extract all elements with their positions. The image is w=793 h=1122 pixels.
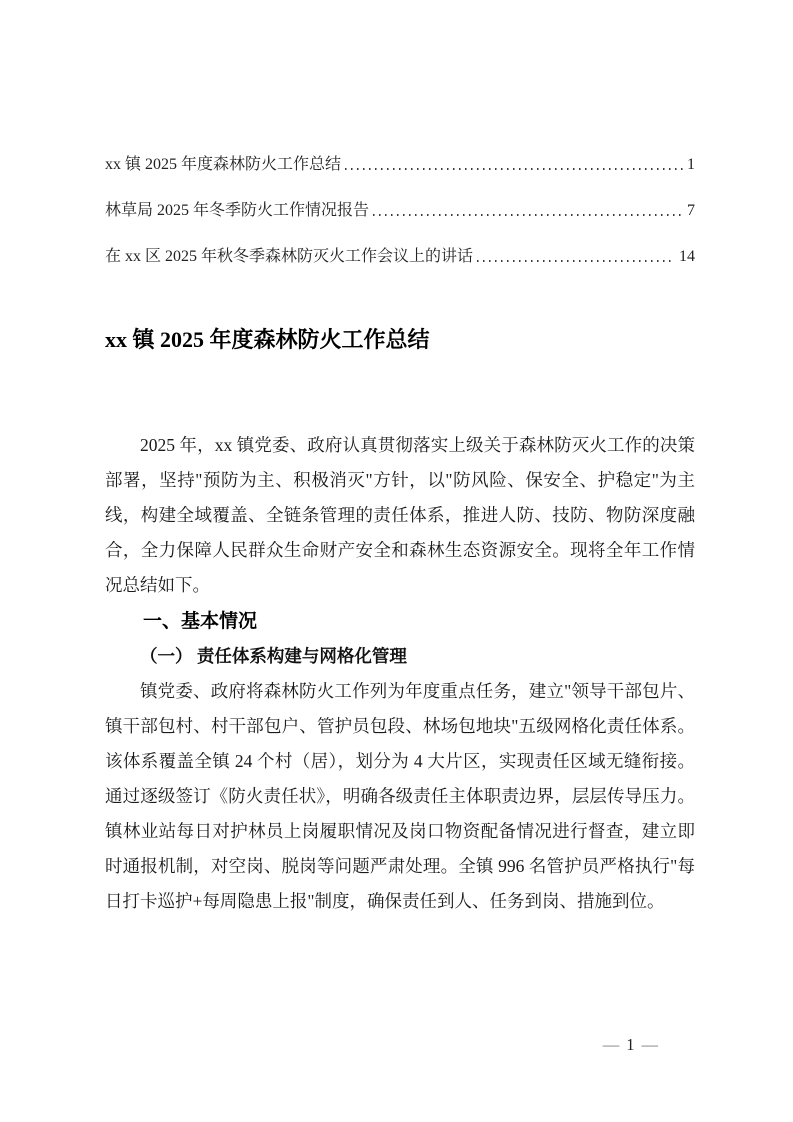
toc-entry-title: 在 xx 区 2025 年秋冬季森林防灭火工作会议上的讲话 (105, 248, 474, 265)
subsection-heading-responsibility-system: （一） 责任体系构建与网格化管理 (140, 646, 407, 666)
document-body (105, 428, 695, 919)
page-footer (596, 1036, 665, 1054)
toc-entry-title: 林草局 2025 年冬季防火工作情况报告 (105, 202, 370, 219)
paragraph-intro: 2025 年，xx 镇党委、政府认真贯彻落实上级关于森林防灭火工作的决策部署，坚持"预防为主、积极消灭"方针，以"防风险、保安全、护稳定"为主线，构建全域覆盖、全链条管理的责任体系，推进人防、技防、物防深度融合，全力保障人民群众生命财产安全和森林生态资源安全。现将全年工作情况总结如下。 (105, 435, 695, 595)
footer-page-number: 1 (626, 1035, 635, 1054)
toc-page-number: 14 (679, 248, 695, 265)
table-of-contents (105, 155, 695, 266)
section-heading-basic-situation: 一、基本情况 (143, 611, 258, 632)
toc-page-number: 1 (687, 156, 695, 173)
footer-dash-right: — (641, 1035, 658, 1054)
toc-entry-2[interactable] (105, 201, 695, 220)
toc-entry-3[interactable] (105, 247, 695, 266)
toc-dot-leader (373, 214, 683, 216)
toc-dot-leader (345, 168, 683, 170)
toc-page-number: 7 (687, 202, 695, 219)
footer-dash-left: — (602, 1035, 620, 1054)
document-title: xx 镇 2025 年度森林防火工作总结 (105, 327, 430, 352)
toc-dot-leader (477, 260, 675, 262)
paragraph-responsibility-system: 镇党委、政府将森林防火工作列为年度重点任务，建立"领导干部包片、镇干部包村、村干部包户、管护员包段、林场包地块"五级网格化责任体系。该体系覆盖全镇 24 个村（居），划分为 4 大片区，实现责任区域无缝衔接。通过逐级签订《防火责任状》，明确各级责任主体职责边界，层层传导压力。镇林业站每日对护林员上岗履职情况及岗口物资配备情况进行督查，建立即时通报机制，对空岗、脱岗等问题严肃处理。全镇 996 名管护员严格执行"每日打卡巡护+每周隐患上报"制度，确保责任到人、任务到岗、措施到位。 (105, 681, 695, 911)
toc-entry-title: xx 镇 2025 年度森林防火工作总结 (105, 156, 342, 173)
toc-entry-1[interactable] (105, 155, 695, 174)
